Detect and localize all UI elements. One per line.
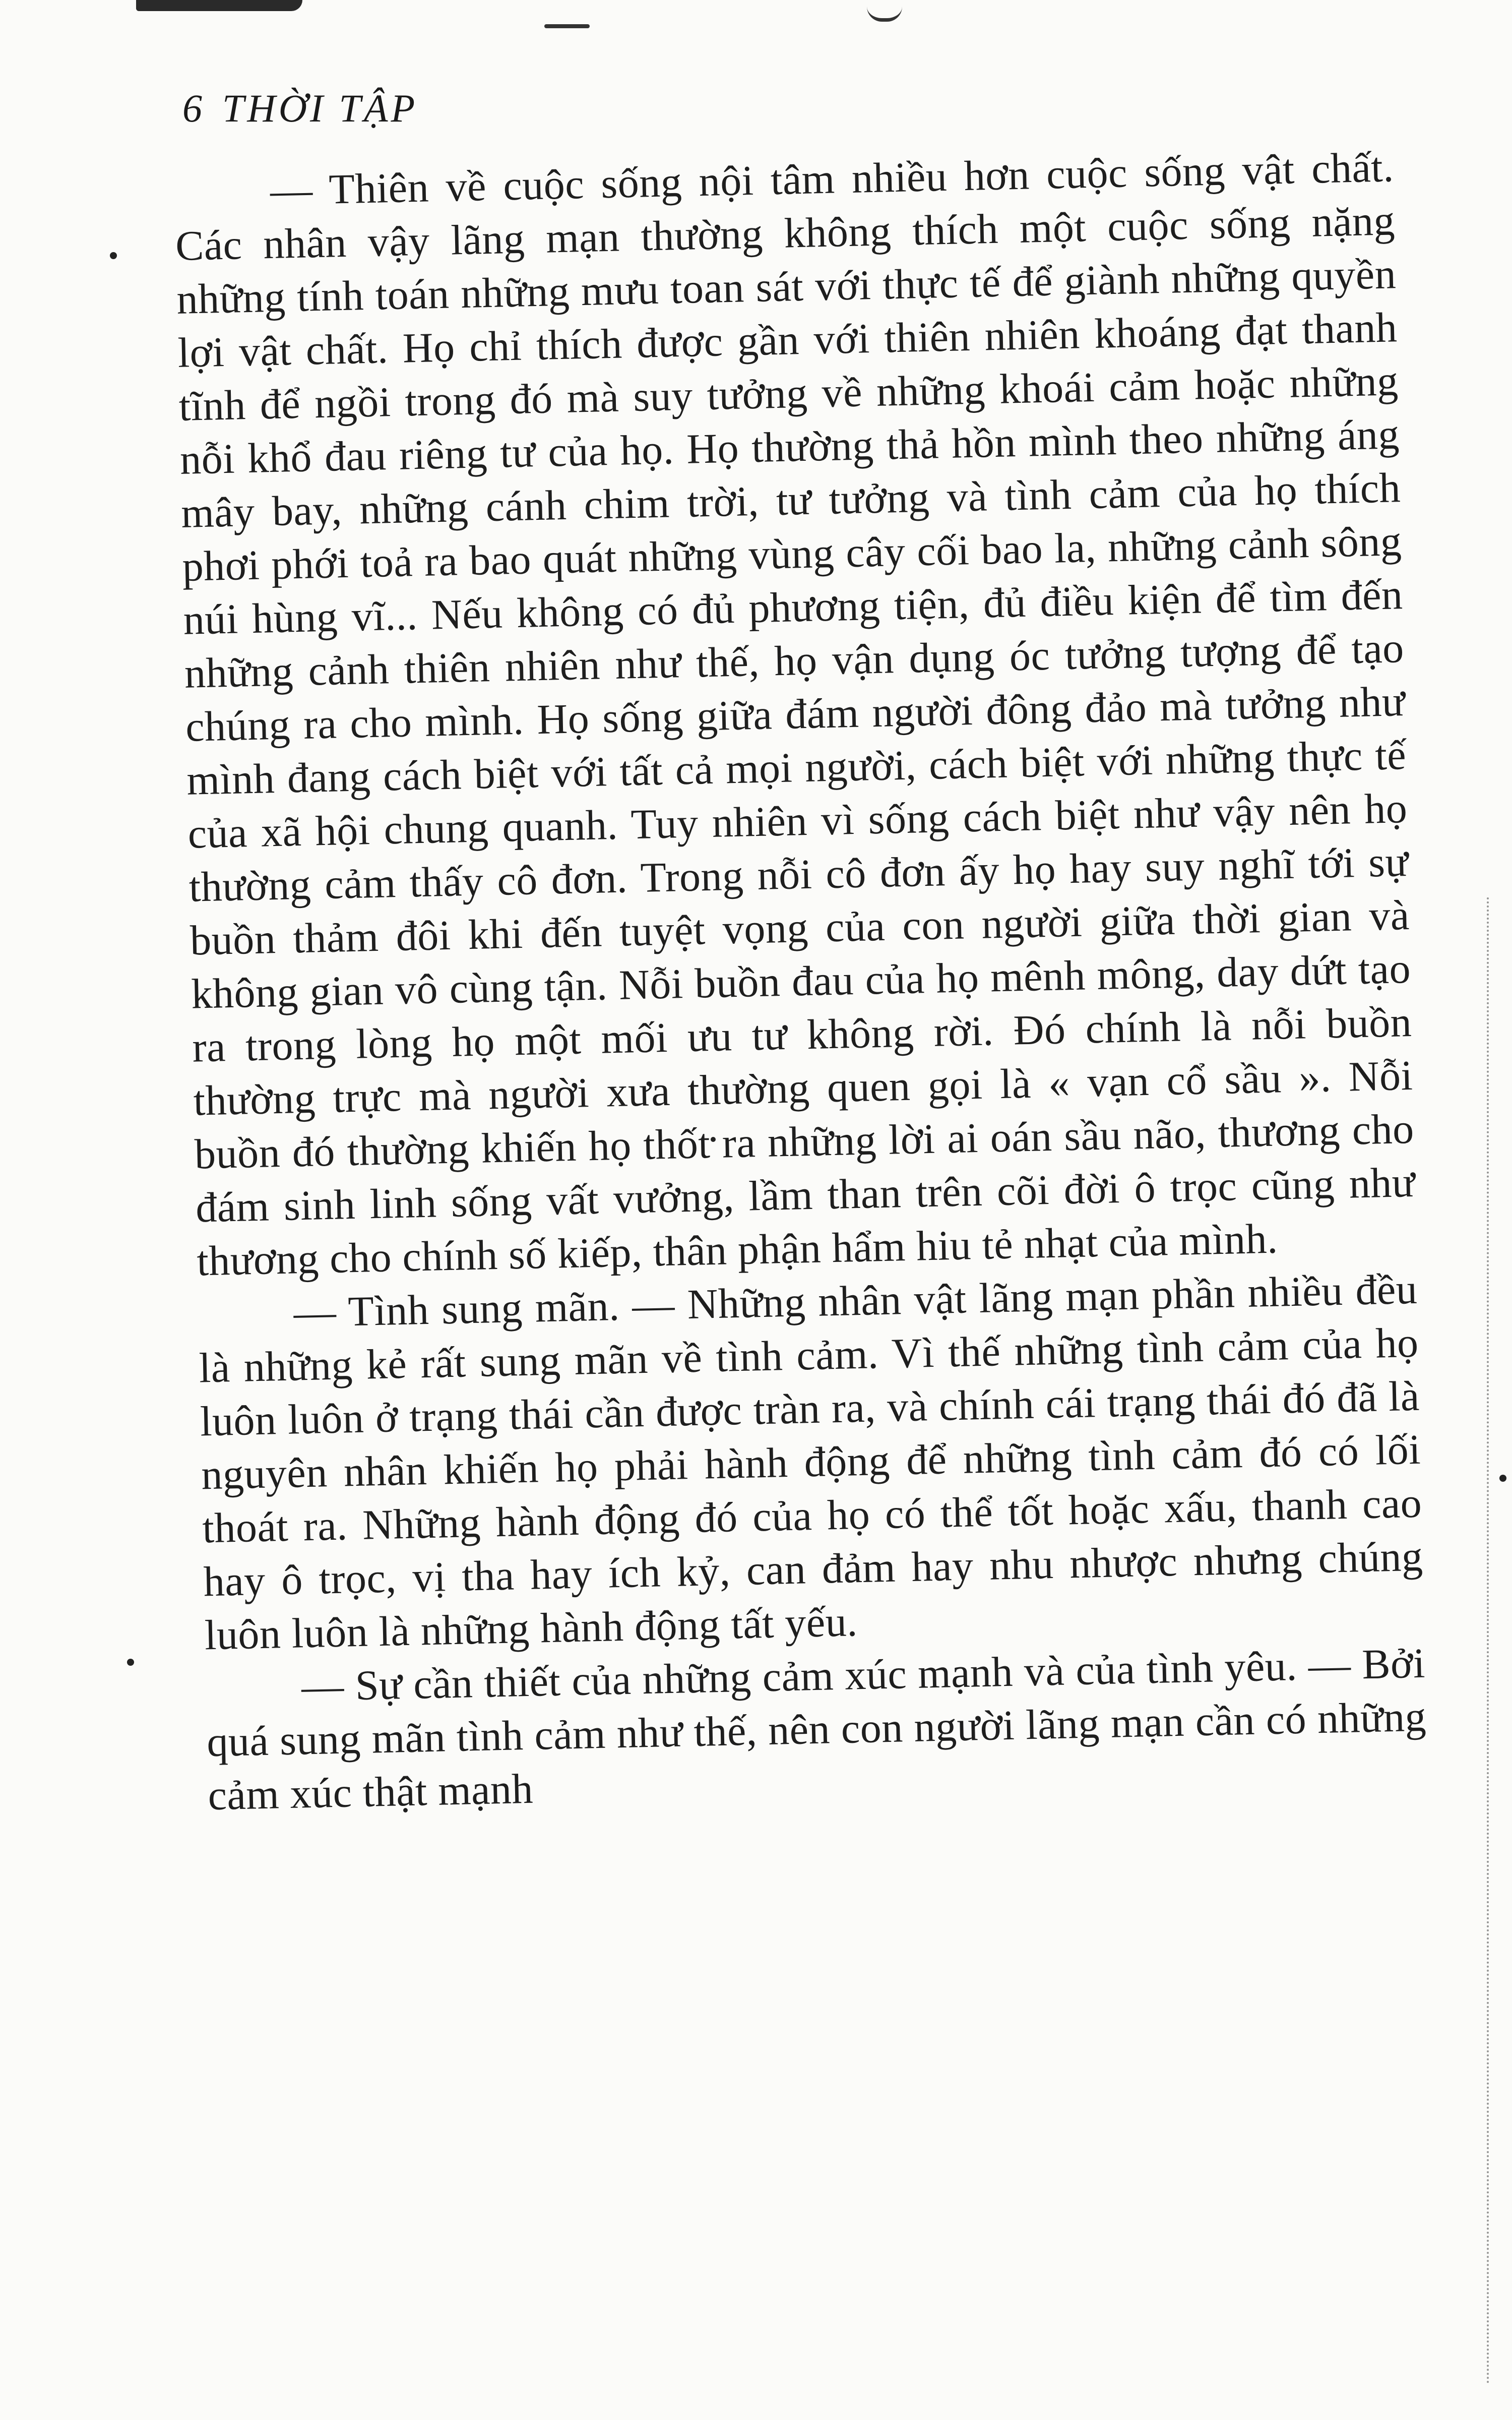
scan-smudge [544,24,590,28]
scan-speck [127,1659,134,1666]
scan-speck [1499,1475,1506,1482]
paragraph-tinh-sung-man: — Tình sung mãn. — Những nhân vật lãng mạn phần nhiều đều là những kẻ rất sung mãn về tình cảm. Vì thế những tình cảm của họ luôn luôn ở trạng thái cần được tràn ra, và chính cái trạng thái đó đã là nguyên nhân khiến họ phải hành động để những tình cảm đó có lối thoát ra. Những hành động đó của họ có thể tốt hoặc xấu, thanh cao hay ô trọc, vị tha hay ích kỷ, can đảm hay nhu nhược nhưng chúng luôn luôn là những hành động tất yếu. [198,1265,1424,1659]
running-header [182,86,418,131]
scan-edge-specks [1487,897,1494,2385]
paragraph-noi-tam: — Thiên về cuộc sống nội tâm nhiều hơn cuộc sống vật chất. Các nhân vậy lãng mạn thường không thích một cuộc sống nặng những tính toán những mưu toan sát với thực tế để giành những quyền lợi vật chất. Họ chỉ thích được gần với thiên nhiên khoáng đạt thanh tĩnh để ngồi trong đó mà suy tưởng về những khoái cảm hoặc những nỗi khổ đau riêng tư của họ. Họ thường thả hồn mình theo những áng mây bay, những cánh chim trời, tư tưởng và tình cảm của họ thích phơi phới toả ra bao quát những vùng cây cối bao la, những cảnh sông núi hùng vĩ... Nếu không có đủ phương tiện, đủ điều kiện để tìm đến những cảnh thiên nhiên như thế, họ vận dụng óc tưởng tượng để tạo chúng ra cho mình. Họ sống giữa đám người đông đảo mà tưởng như mình đang cách biệt với tất cả mọi người, cách biệt với những thực tế của xã hội chung quanh. Tuy nhiên vì sống cách biệt như vậy nên họ thường cảm thấy cô đơn. Trong nỗi cô đơn ấy họ hay suy nghĩ tới sự buồn thảm đôi khi đến tuyệt vọng của con người giữa thời gian và không gian vô cùng tận. Nỗi buồn đau của họ mênh mông, day dứt tạo ra trong lòng họ một mối ưu tư không rời. Đó chính là nỗi buồn thường trực mà người xưa thường quen gọi là « vạn cổ sầu ». Nỗi buồn đó thường khiến họ thốt ra những lời ai oán sầu não, thương cho đám sinh linh sống vất vưởng, lầm than trên cõi đời ô trọc cũng như thương cho chính số kiếp, thân phận hẩm hiu tẻ nhạt của mình. [175,144,1416,1285]
scan-smudge [867,4,902,22]
running-title: THỜI TẬP [222,86,418,130]
body-text [174,141,1428,1823]
scan-speck [110,252,117,259]
scan-smudge [136,0,302,11]
paragraph-cam-xuc-manh: — Sự cần thiết của những cảm xúc mạnh và của tình yêu. — Bởi quá sung mãn tình cảm như thế, nên con người lãng mạn cần có những cảm xúc thật mạnh [206,1640,1427,1820]
page-number: 6 [182,86,205,130]
